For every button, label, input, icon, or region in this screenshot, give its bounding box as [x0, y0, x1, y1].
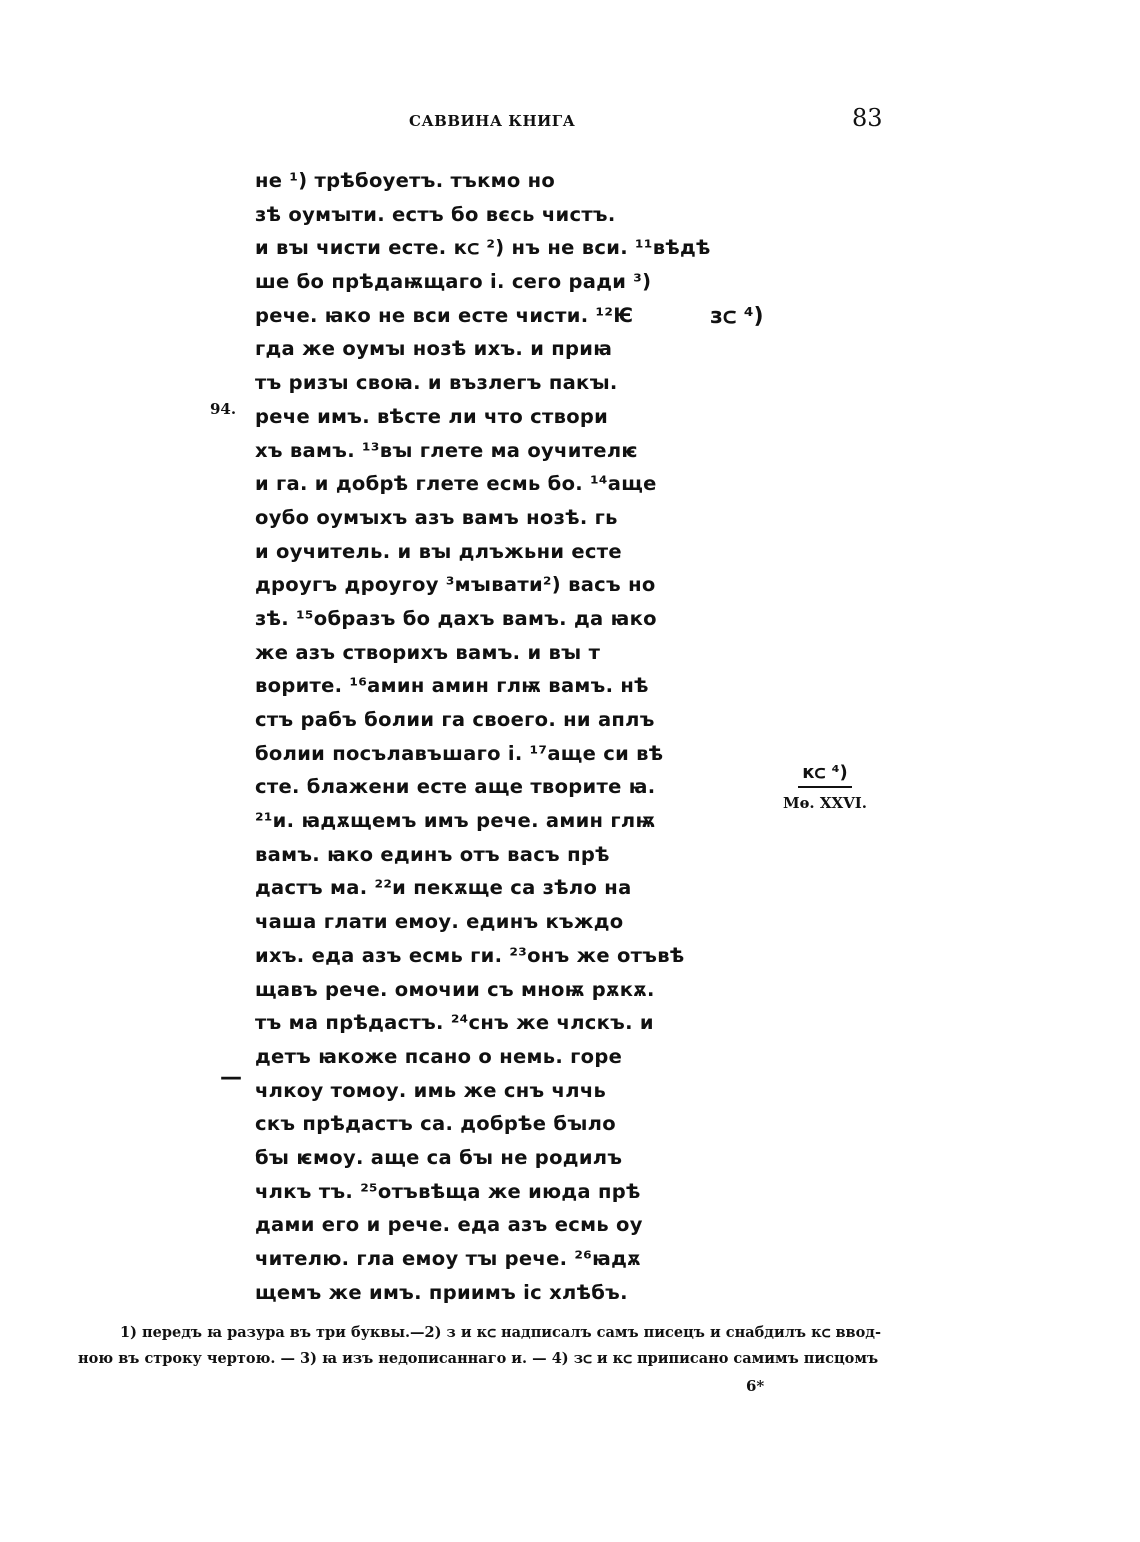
text-line: рече. ꙗко не вси есте чисти. ¹²Ѥ — [255, 303, 634, 327]
margin-note-ko — [775, 760, 875, 812]
text-line: дроугъ дроугоу ³мꙑвати²) васъ но — [255, 573, 656, 597]
text-column — [255, 164, 711, 1309]
margin-note-ko-sig: кᲃ ⁴) — [798, 760, 852, 788]
text-line: гда же оумꙑ нозѣ ихъ. и приꙗ — [255, 337, 613, 361]
text-line: тъ ризꙑ своꙗ. и възлегъ пакꙑ. — [255, 371, 618, 395]
text-line: хъ вамъ. ¹³вꙑ глете ма оучителѥ — [255, 438, 639, 462]
signature-mark: 6* — [746, 1377, 765, 1395]
text-line: члкоу томоу. имь же снъ члчь — [255, 1078, 607, 1102]
text-line: и га. и добрѣ глете есмь бо. ¹⁴аще — [255, 472, 657, 496]
text-line: дами его и рече. еда азъ есмь оу — [255, 1213, 643, 1237]
footnotes — [78, 1320, 898, 1372]
text-line: болии посълавъшаго і. ¹⁷аще си вѣ — [255, 741, 664, 765]
text-line: вамъ. ꙗко единъ отъ васъ прѣ — [255, 842, 610, 866]
text-line: сте. блажени есте аще творите ꙗ. — [255, 775, 656, 799]
footnote-line: 1) передъ ꙗ разура въ три буквы.—2) з и кᲃ надписалъ самъ писецъ и снабдилъ кᲃ ввод- — [120, 1324, 881, 1341]
text-line: ше бо прѣдаѭщаго і. сего ради ³) — [255, 270, 652, 294]
text-line: же азъ створихъ вамъ. и вꙑ т — [255, 640, 601, 664]
text-line: зѣ. ¹⁵образъ бо дахъ вамъ. да ꙗко — [255, 606, 657, 630]
margin-note-za: зᲃ ⁴) — [710, 304, 764, 329]
text-line: и вꙑ чисти есте. кᲃ ²) нъ не вси. ¹¹вѣдѣ — [255, 236, 711, 260]
text-line: детъ ꙗкоже псано о немь. горе — [255, 1044, 623, 1068]
text-line: скъ прѣдастъ са. добрѣе бꙑло — [255, 1112, 616, 1136]
text-line: рече имъ. вѣсте ли что створи — [255, 404, 609, 428]
text-line: ихъ. еда азъ есмь ги. ²³онъ же отъвѣ — [255, 943, 685, 967]
text-line: щавъ рече. омочии съ мноѭ рѫкѫ. — [255, 977, 655, 1001]
text-line: дастъ ма. ²²и пекѫще са зѣло на — [255, 876, 632, 900]
text-line: чаша глати емоу. единъ къждо — [255, 910, 624, 934]
dash-marker: — — [220, 1065, 242, 1090]
footnote-line: ною въ строку чертою. — 3) ꙗ изъ недописаннаго и. — 4) зᲃ и кᲃ приписано самимъ писцомъ — [78, 1350, 879, 1367]
text-line: тъ ма прѣдастъ. ²⁴снъ же члскъ. и — [255, 1011, 654, 1035]
running-header-title: САВВИНА КНИГА — [409, 112, 576, 130]
text-line: чителю. гла емоу тꙑ рече. ²⁶ꙗдѫ — [255, 1247, 641, 1270]
text-line: оубо оумꙑхъ азъ вамъ нозѣ. гь — [255, 505, 618, 529]
text-line: бꙑ ѥмоу. аще са бꙑ не родилъ — [255, 1145, 623, 1169]
text-line: члкъ тъ. ²⁵отъвѣща же июда прѣ — [255, 1179, 641, 1203]
text-line: ворите. ¹⁶амин амин глѭ вамъ. нѣ — [255, 674, 649, 698]
text-line: щемъ же имъ. приимъ іс хлѣбъ. — [255, 1280, 628, 1304]
line-marker: 94. — [210, 400, 237, 418]
text-line: не ¹) трѣбоуетъ. тъкмо но — [255, 169, 556, 192]
page-number: 83 — [852, 104, 883, 132]
text-line: и оучитель. и вꙑ длъжьни есте — [255, 539, 622, 563]
text-line: зѣ оумꙑти. естъ бо вєсь чистъ. — [255, 202, 616, 226]
text-line: стъ рабъ болии га своего. ни аплъ — [255, 708, 655, 731]
text-line: ²¹и. ꙗдѫщемъ имъ рече. амин глѭ — [255, 809, 656, 833]
margin-note-ko-ref: Мѳ. XXVI. — [783, 794, 867, 812]
